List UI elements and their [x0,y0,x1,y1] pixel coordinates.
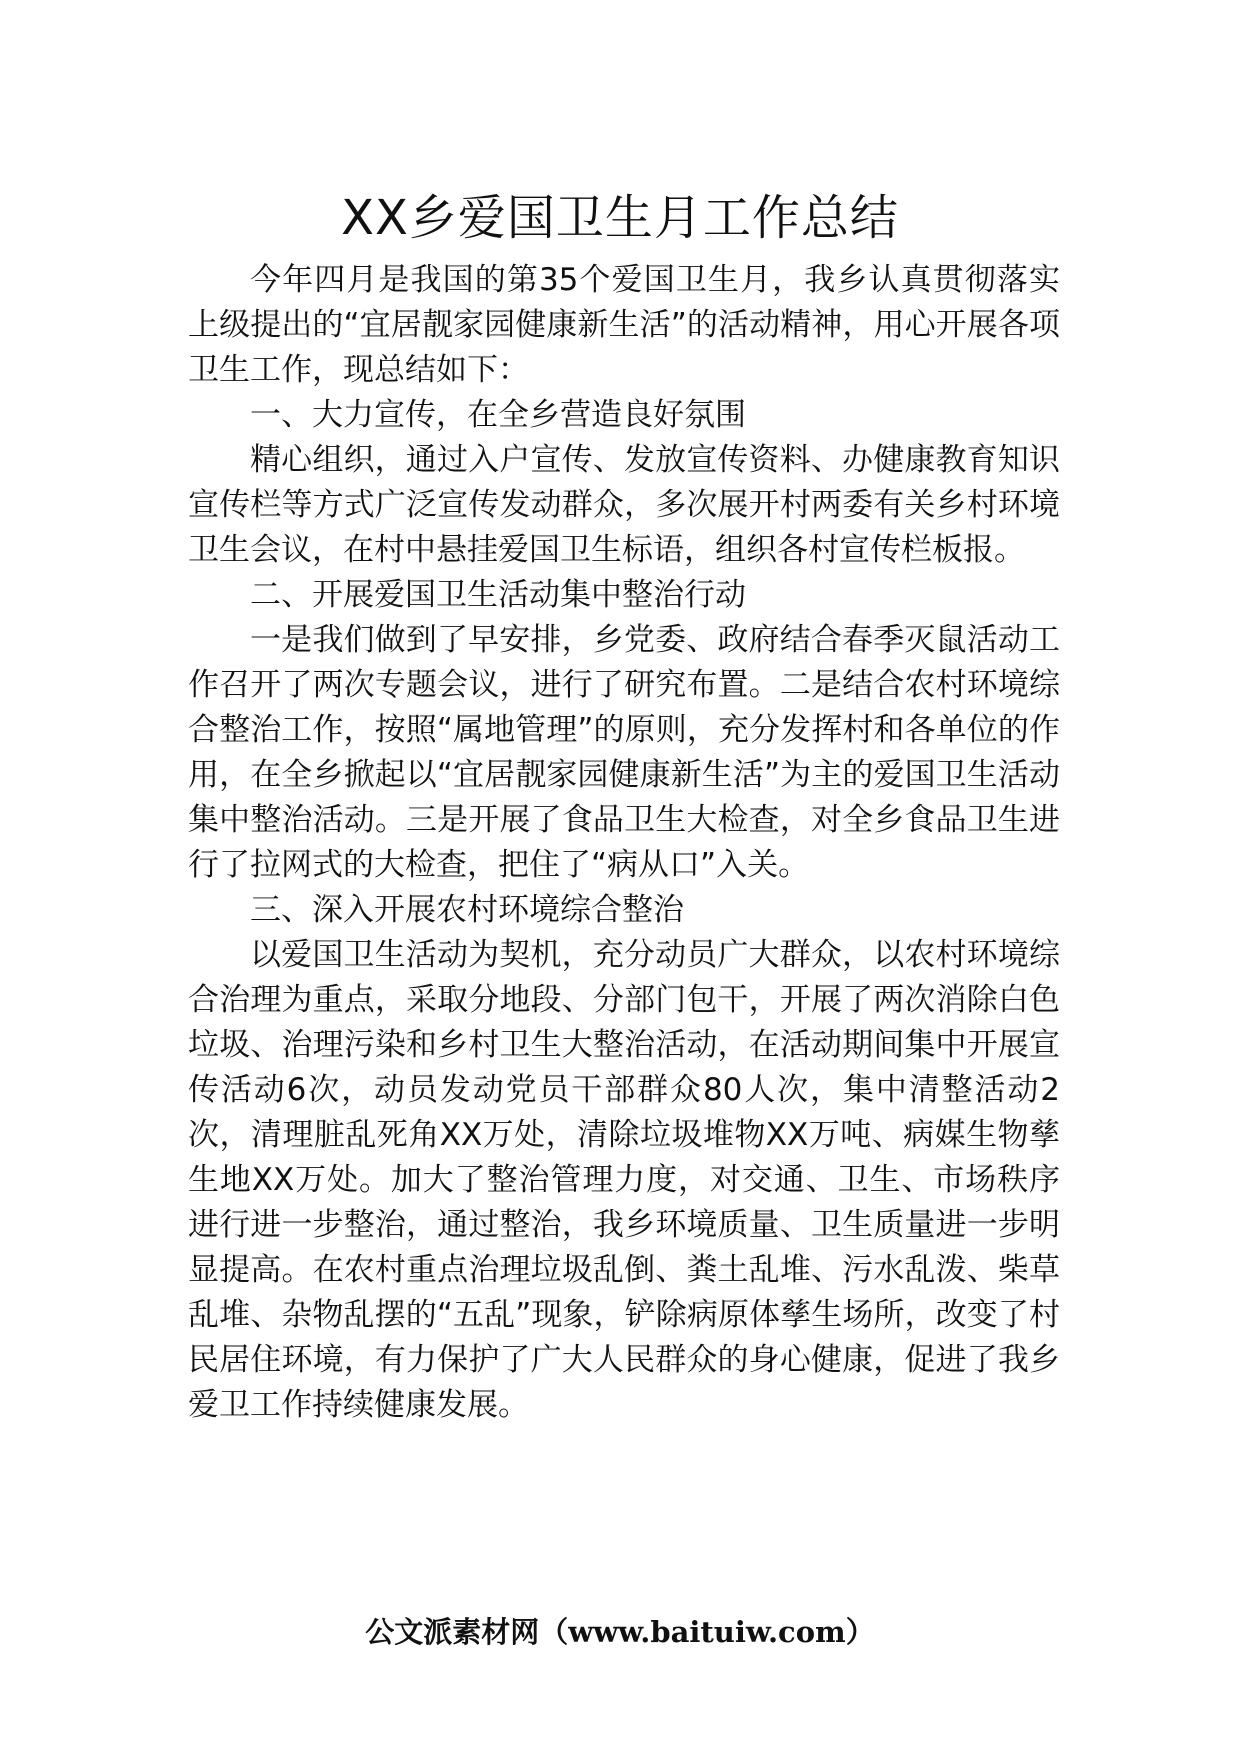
footer-source-link: 公文派素材网（www.baituiw.com） [365,1615,875,1649]
section-paragraph-2: 一是我们做到了早安排，乡党委、政府结合春季灭鼠活动工作召开了两次专题会议，进行了研究布置。二是结合农村环境综合整治工作，按照“属地管理”的原则，充分发挥村和各单位的作用，在全乡掀起以“宜居靓家园健康新生活”为主的爱国卫生活动集中整治活动。三是开展了食品卫生大检查，对全乡食品卫生进行了拉网式的大检查，把住了“病从口”入关。 [188,622,1060,883]
section-heading-3: 三、深入开展农村环境综合整治 [250,892,684,928]
section-paragraph-1: 精心组织，通过入户宣传、发放宣传资料、办健康教育知识宣传栏等方式广泛宣传发动群众，多次展开村两委有关乡村环境卫生会议，在村中悬挂爱国卫生标语，组织各村宣传栏板报。 [188,442,1060,568]
section-paragraph-3: 以爱国卫生活动为契机，充分动员广大群众，以农村环境综合治理为重点，采取分地段、分部门包干，开展了两次消除白色垃圾、治理污染和乡村卫生大整治活动，在活动期间集中开展宣传活动6次，动员发动党员干部群众80人次，集中清整活动2次，清理脏乱死角XX万处，清除垃圾堆物XX万吨、病媒生物孳生地XX万处。加大了整治管理力度，对交通、卫生、市场秩序进行进一步整治，通过整治，我乡环境质量、卫生质量进一步明显提高。在农村重点治理垃圾乱倒、粪土乱堆、污水乱泼、柴草乱堆、杂物乱摆的“五乱”现象，铲除病原体孳生场所，改变了村民居住环境，有力保护了广大人民群众的身心健康，促进了我乡爱卫工作持续健康发展。 [188,937,1060,1423]
section-heading-2: 二、开展爱国卫生活动集中整治行动 [250,577,746,613]
intro-paragraph: 今年四月是我国的第35个爱国卫生月，我乡认真贯彻落实上级提出的“宜居靓家园健康新生活”的活动精神，用心开展各项卫生工作，现总结如下： [188,262,1060,388]
document-body [188,258,1060,1428]
section-heading-1: 一、大力宣传，在全乡营造良好氛围 [250,397,746,433]
document-title: XX乡爱国卫生月工作总结 [341,190,899,246]
